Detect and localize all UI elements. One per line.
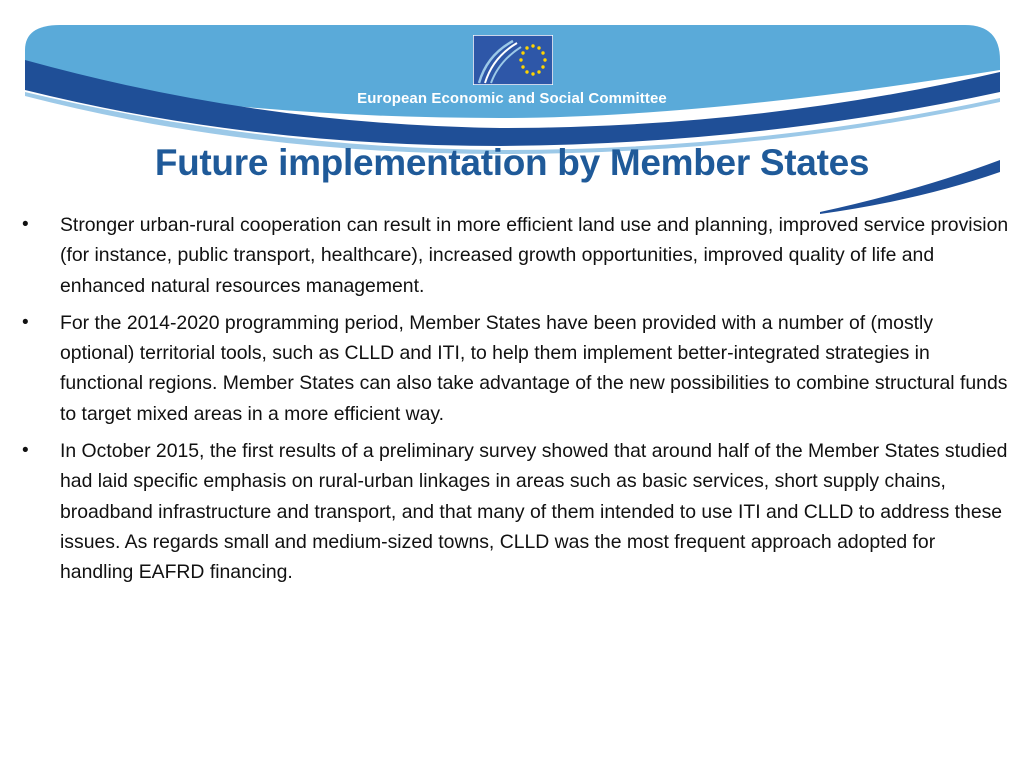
eesc-eu-flag-logo-icon xyxy=(473,35,553,85)
bullet-list xyxy=(20,210,1010,595)
header-banner xyxy=(0,0,1024,220)
organization-name: European Economic and Social Committee xyxy=(357,90,667,107)
slide-title: Future implementation by Member States xyxy=(154,142,870,183)
bullet-item xyxy=(20,210,1010,301)
bullet-dot-icon: • xyxy=(22,214,29,235)
bullet-text: In October 2015, the first results of a preliminary survey showed that around half of the Member States studied had laid specific emphasis on rural-urban linkages in areas such as basic services, short supply chains, broadband infrastructure and transport, and that many of them intended to use ITI and CLLD to address these issues. As regards small and medium-sized towns, CLLD was the most frequent approach adopted for handling EAFRD financing. xyxy=(60,440,1008,584)
bullet-dot-icon: • xyxy=(22,311,29,333)
bullet-text: Stronger urban-rural cooperation can result in more efficient land use and planning, improved service provision (for instance, public transport, healthcare), increased growth opportunities, improved quality of life and enhanced natural resources management. xyxy=(60,214,1009,297)
bullet-dot-icon: • xyxy=(22,440,29,462)
bullet-item xyxy=(20,308,1010,429)
bullet-item xyxy=(20,436,1010,587)
bullet-text: For the 2014-2020 programming period, Member States have been provided with a number of (mostly optional) territorial tools, such as CLLD and ITI, to help them implement better-integrated strategies in functional regions. Member States can also take advantage of the new possibilities to combine structural funds to target mixed areas in a more efficient way. xyxy=(60,311,1008,425)
